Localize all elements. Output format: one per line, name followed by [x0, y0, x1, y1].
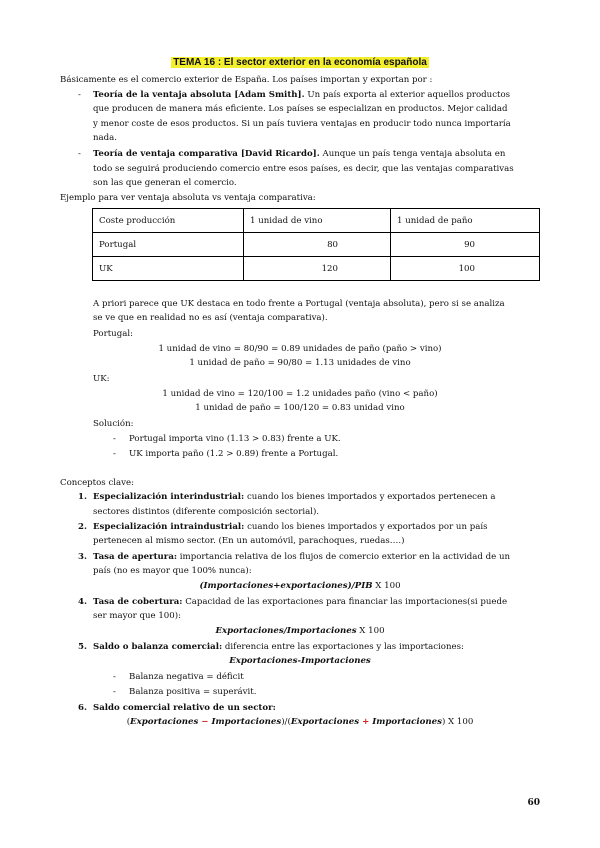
list-number: 6. — [78, 703, 87, 713]
table-cell: 100 — [391, 257, 540, 281]
concept5-superavit: Balanza positiva = superávit. — [129, 687, 257, 697]
concept2-line1: Especialización intraindustrial: cuando los bienes importados y exportados por un país — [93, 522, 488, 532]
table-header-cell: Coste producción — [93, 209, 244, 233]
concept3-line1: Tasa de apertura: importancia relativa de los flujos de comercio exterior en la actividad de un — [93, 552, 511, 562]
dash-bullet: - — [78, 149, 81, 159]
concept3-formula: (Importaciones+exportaciones)/PIB X 100 — [199, 581, 401, 591]
dash-bullet: - — [113, 687, 116, 697]
concept6-line1: Saldo comercial relativo de un sector: — [93, 703, 276, 713]
table-header-cell: 1 unidad de vino — [244, 209, 391, 233]
bullet1-line4: nada. — [93, 133, 118, 143]
concept4-formula: Exportaciones/Importaciones X 100 — [215, 626, 385, 636]
page-number: 60 — [527, 798, 540, 808]
concept5-formula: Exportaciones-Importaciones — [229, 656, 371, 666]
list-number: 5. — [78, 642, 87, 652]
table-cell: UK — [93, 257, 244, 281]
dash-bullet: - — [78, 90, 81, 100]
concept2-line2: pertenecen al mismo sector. (En un automóvil, parachoques, ruedas….) — [93, 536, 405, 546]
intro-text: Básicamente es el comercio exterior de España. Los países importan y exportan por : — [60, 75, 433, 85]
bullet2-line3: son las que generan el comercio. — [93, 178, 237, 188]
solucion-item-2: UK importa paño (1.2 > 0.89) frente a Portugal. — [129, 449, 339, 459]
concept1-line1: Especialización interindustrial: cuando los bienes importados y exportados pertenecen a — [93, 492, 496, 502]
dash-bullet: - — [113, 672, 116, 682]
example-label: Ejemplo para ver ventaja absoluta vs ventaja comparativa: — [60, 193, 316, 203]
concept5-line1: Saldo o balanza comercial: diferencia entre las exportaciones y las importaciones: — [93, 642, 464, 652]
cost-table — [92, 208, 540, 281]
concept3-line2: país (no es mayor que 100% nunca): — [93, 566, 252, 576]
list-number: 4. — [78, 597, 87, 607]
table-row — [93, 257, 540, 281]
table-cell: 80 — [244, 233, 391, 257]
uk-equation-1: 1 unidad de vino = 120/100 = 1.2 unidades paño (vino < paño) — [162, 389, 438, 399]
portugal-equation-1: 1 unidad de vino = 80/90 = 0.89 unidades de paño (paño > vino) — [158, 344, 442, 354]
table-cell: 120 — [244, 257, 391, 281]
table-row — [93, 233, 540, 257]
page-title: TEMA 16 : El sector exterior en la economía española — [173, 57, 427, 68]
table-header-row — [93, 209, 540, 233]
bullet1-line1: Teoría de la ventaja absoluta [Adam Smith]. Un país exporta al exterior aquellos productos — [93, 90, 511, 100]
concept1-line2: sectores distintos (diferente composición sectorial). — [93, 507, 320, 517]
apriori-line2: se ve que en realidad no es así (ventaja comparativa). — [93, 313, 328, 323]
dash-bullet: - — [113, 434, 116, 444]
solucion-item-1: Portugal importa vino (1.13 > 0.83) frente a UK. — [129, 434, 341, 444]
concept4-line1: Tasa de cobertura: Capacidad de las exportaciones para financiar las importaciones(si puede — [93, 597, 508, 607]
bullet1-line3: y menor coste de esos productos. Si un país tuviera ventajas en producir todo nunca importaría — [93, 119, 511, 129]
bullet2-line2: todo se seguirá produciendo comercio entre esos países, es decir, que las ventajas comparativas — [93, 164, 514, 174]
table-cell: Portugal — [93, 233, 244, 257]
concept4-line2: ser mayor que 100): — [93, 611, 181, 621]
bullet1-line2: que producen de manera más eficiente. Los países se especializan en productos. Mejor calidad — [93, 104, 508, 114]
concept6-formula: (Exportaciones − Importaciones)/(Exportaciones + Importaciones) X 100 — [126, 717, 474, 727]
conceptos-label: Conceptos clave: — [60, 478, 134, 488]
list-number: 3. — [78, 552, 87, 562]
uk-equation-2: 1 unidad de paño = 100/120 = 0.83 unidad vino — [195, 403, 405, 413]
portugal-equation-2: 1 unidad de paño = 90/80 = 1.13 unidades de vino — [189, 358, 411, 368]
table-cell: 90 — [391, 233, 540, 257]
concept5-deficit: Balanza negativa = déficit — [129, 672, 244, 682]
apriori-line1: A priori parece que UK destaca en todo frente a Portugal (ventaja absoluta), pero si se analiza — [93, 299, 505, 309]
dash-bullet: - — [113, 449, 116, 459]
bullet2-line1: Teoría de ventaja comparativa [David Ricardo]. Aunque un país tenga ventaja absoluta en — [93, 149, 506, 159]
solucion-label: Solución: — [93, 419, 134, 429]
table-header-cell: 1 unidad de paño — [391, 209, 540, 233]
list-number: 2. — [78, 522, 87, 532]
list-number: 1. — [78, 492, 87, 502]
uk-label: UK: — [93, 374, 110, 384]
portugal-label: Portugal: — [93, 329, 133, 339]
